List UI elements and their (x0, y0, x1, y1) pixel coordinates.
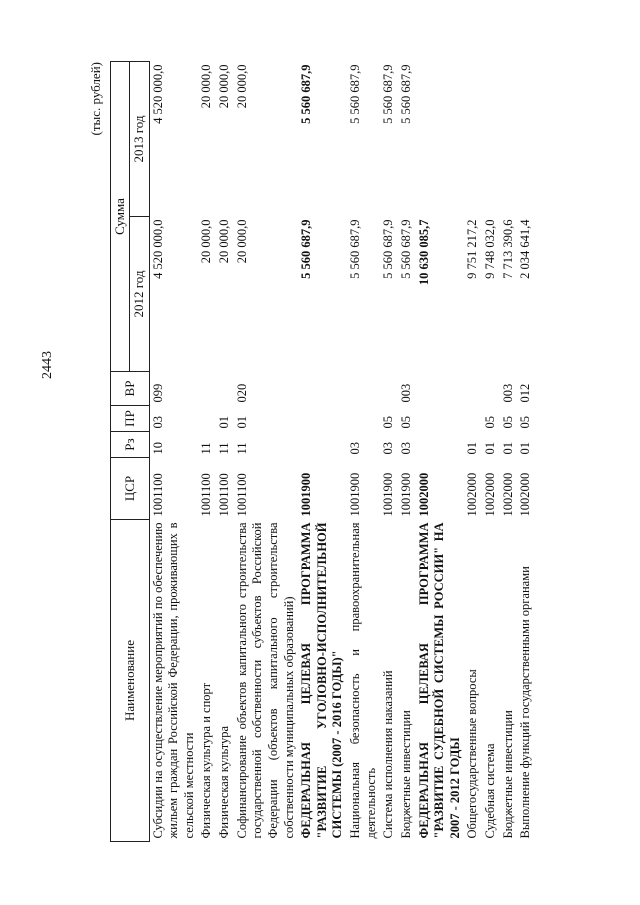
cell-name: ФЕДЕРАЛЬНАЯ ЦЕЛЕВАЯ ПРОГРАММА "РАЗВИТИЕ УГОЛОВНО-ИСПОЛНИТЕЛЬНОЙ СИСТЕМЫ (2007 - 2016 ГОДЫ)" (299, 522, 345, 839)
header-vr: ВР (111, 372, 150, 406)
cell-2012: 5 560 687,9 (381, 219, 396, 279)
table-header (111, 62, 150, 842)
header-name: Наименование (111, 520, 150, 842)
cell-rz: 01 (465, 442, 480, 455)
cell-name: Бюджетные инвестиции (500, 710, 515, 839)
header-csr: ЦСР (111, 458, 150, 520)
cell-csr: 1001100 (150, 473, 165, 517)
cell-csr: 1001900 (299, 472, 314, 517)
cell-2013: 5 560 687,9 (381, 64, 396, 124)
cell-2012: 5 560 687,9 (348, 219, 362, 279)
table-row (149, 62, 198, 842)
cell-pr (347, 406, 380, 432)
cell-2012: 4 520 000,0 (150, 219, 165, 279)
cell-csr: 1001900 (381, 472, 396, 517)
cell-vr: 099 (150, 383, 165, 403)
cell-csr: 1002000 (416, 472, 431, 517)
table-row (517, 62, 535, 842)
cell-2012: 5 560 687,9 (299, 219, 314, 279)
header-sum: Сумма (111, 62, 130, 372)
cell-name: Выполнение функций государственными органами (518, 566, 533, 839)
cell-csr: 1001100 (234, 473, 249, 517)
cell-rz: 11 (199, 442, 214, 455)
table-row (398, 62, 416, 842)
cell-name: Физическая культура (217, 725, 231, 839)
cell-2013: 20 000,0 (234, 64, 249, 109)
cell-2013: 20 000,0 (199, 64, 214, 109)
cell-rz: 03 (398, 442, 413, 455)
cell-pr: 03 (150, 416, 165, 429)
cell-name: Общегосударственные вопросы (465, 669, 480, 839)
cell-vr: 012 (518, 383, 533, 403)
table-row (380, 62, 398, 842)
cell-vr (482, 372, 500, 406)
cell-rz: 11 (217, 442, 231, 455)
cell-pr: 05 (398, 416, 413, 429)
cell-2013: 5 560 687,9 (348, 64, 362, 124)
unit-note: (тыс. рублей) (88, 62, 103, 136)
table-row (216, 62, 234, 842)
cell-2012: 2 034 641,4 (518, 219, 533, 279)
cell-name: Бюджетные инвестиции (398, 710, 413, 839)
cell-pr (464, 406, 482, 432)
cell-2013: 20 000,0 (217, 64, 231, 109)
cell-rz: 01 (518, 442, 533, 455)
table-row (482, 62, 500, 842)
cell-pr: 01 (234, 416, 249, 429)
cell-2013: 5 560 687,9 (398, 64, 413, 124)
cell-name: Софинансирование объектов капитального строительства государственной собственности субъектов Российской Федерации (объектов капитального строительства собственности муниципальных образований) (234, 522, 296, 839)
cell-pr: 05 (483, 416, 497, 429)
cell-pr: 05 (518, 416, 533, 429)
header-rz: Рз (111, 432, 150, 458)
cell-rz: 03 (381, 442, 396, 455)
cell-2013: 5 560 687,9 (299, 64, 314, 124)
cell-csr: 1002000 (500, 472, 515, 517)
table-body (149, 62, 535, 842)
cell-pr (198, 406, 216, 432)
cell-name: Судебная система (483, 743, 497, 839)
rotated-table-container (88, 62, 533, 842)
cell-csr: 1001100 (199, 473, 214, 517)
cell-vr (416, 372, 465, 406)
cell-vr (216, 372, 234, 406)
header-2012: 2012 год (130, 217, 149, 372)
cell-vr (380, 372, 398, 406)
cell-pr: 01 (217, 416, 231, 429)
cell-vr: 003 (500, 383, 515, 403)
cell-vr: 020 (234, 383, 249, 403)
cell-2012: 20 000,0 (234, 219, 249, 264)
table-row (234, 62, 299, 842)
cell-name: Физическая культура и спорт (199, 682, 214, 839)
cell-rz (298, 432, 347, 458)
cell-2012: 5 560 687,9 (398, 219, 413, 279)
cell-rz: 11 (234, 442, 249, 455)
cell-2013: 4 520 000,0 (150, 64, 165, 124)
cell-csr: 1001100 (217, 473, 231, 517)
table-row (298, 62, 347, 842)
cell-2012: 9 748 032,0 (483, 219, 497, 279)
cell-vr (347, 372, 380, 406)
cell-csr: 1001900 (398, 472, 413, 517)
table-row (464, 62, 482, 842)
cell-csr: 1002000 (483, 472, 497, 517)
cell-2012: 10 630 085,7 (416, 219, 431, 286)
table-row (416, 62, 465, 842)
cell-csr: 1002000 (518, 472, 533, 517)
cell-csr: 1001900 (348, 472, 362, 517)
cell-name: Субсидии на осуществление мероприятий по обеспечению жильем граждан Российской Федерации, проживающих в сельской местности (150, 522, 196, 839)
cell-name: Национальная безопасность и правоохранительная деятельность (348, 522, 378, 839)
header-2013: 2013 год (130, 62, 149, 217)
cell-vr (464, 372, 482, 406)
table-row (347, 62, 380, 842)
cell-rz (416, 432, 465, 458)
cell-name: ФЕДЕРАЛЬНАЯ ЦЕЛЕВАЯ ПРОГРАММА "РАЗВИТИЕ СУДЕБНОЙ СИСТЕМЫ РОССИИ" НА 2007 - 2012 ГОДЫ (416, 522, 462, 839)
cell-vr (198, 372, 216, 406)
cell-pr (416, 406, 465, 432)
cell-2013 (464, 62, 482, 217)
table-row (500, 62, 518, 842)
cell-2013 (482, 62, 500, 217)
cell-csr: 1002000 (465, 472, 480, 517)
budget-table (110, 61, 535, 842)
cell-2012: 20 000,0 (199, 219, 214, 264)
cell-rz: 10 (150, 442, 165, 455)
cell-name: Система исполнения наказаний (381, 670, 396, 839)
cell-pr: 05 (500, 416, 515, 429)
header-pr: ПР (111, 406, 150, 432)
cell-rz: 01 (483, 442, 497, 455)
cell-rz: 01 (500, 442, 515, 455)
cell-pr (298, 406, 347, 432)
cell-rz: 03 (348, 442, 362, 455)
cell-2013 (416, 62, 465, 217)
cell-pr: 05 (381, 416, 396, 429)
cell-vr: 003 (398, 383, 413, 403)
cell-vr (298, 372, 347, 406)
page-number: 2443 (40, 351, 55, 379)
cell-2012: 7 713 390,6 (500, 219, 515, 279)
cell-2013 (517, 62, 535, 217)
table-row (198, 62, 216, 842)
cell-2012: 9 751 217,2 (465, 219, 480, 279)
cell-2012: 20 000,0 (217, 219, 231, 264)
cell-2013 (500, 62, 518, 217)
